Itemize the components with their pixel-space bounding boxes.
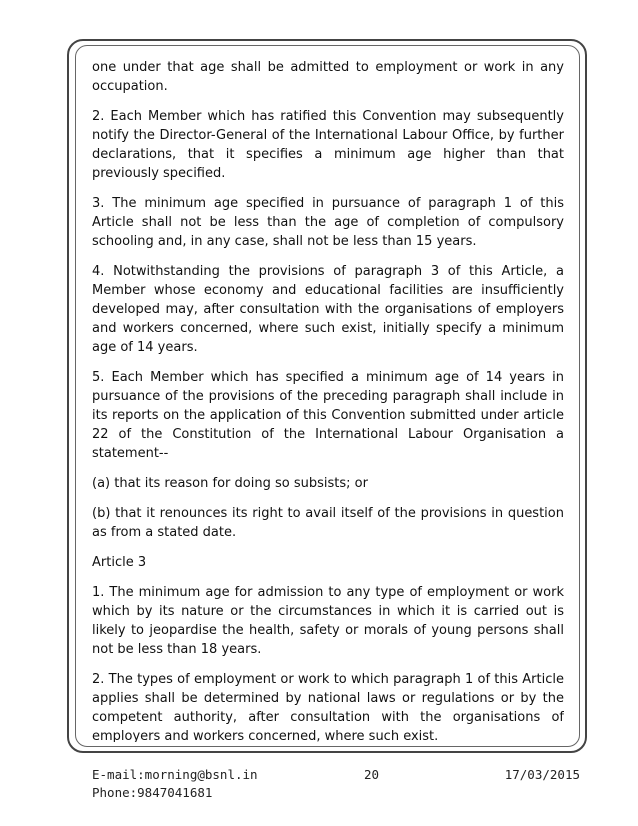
footer-email: E-mail:morning@bsnl.in	[92, 767, 258, 782]
paragraph-art2-para3: 3. The minimum age specified in pursuance of paragraph 1 of this Article shall not be less than the age of completion of compulsory schooling and, in any case, shall not be less than 15 years.	[92, 196, 564, 249]
document-body	[92, 58, 564, 742]
footer-row-phone	[92, 784, 580, 802]
paragraph-art2-para2: 2. Each Member which has ratified this Convention may subsequently notify the Director-General of the International Labour Office, by further declarations, that it specifies a minimum age higher than that previously specified.	[92, 109, 564, 181]
paragraph-clause-b: (b) that it renounces its right to avail itself of the provisions in question as from a stated date.	[92, 506, 564, 540]
paragraph-art3-para1: 1. The minimum age for admission to any type of employment or work which by its nature or the circumstances in which it is carried out is likely to jeopardise the health, safety or morals of young persons shall not be less than 18 years.	[92, 585, 564, 657]
page-footer	[92, 766, 580, 802]
paragraph-continuation: one under that age shall be admitted to employment or work in any occupation.	[92, 60, 564, 94]
footer-page-number: 20	[364, 767, 380, 782]
footer-row	[92, 766, 580, 784]
paragraph-art3-para2: 2. The types of employment or work to which paragraph 1 of this Article applies shall be determined by national laws or regulations or by the competent authority, after consultation with the organisations of employers and workers concerned, where such exist.	[92, 672, 564, 742]
paragraph-art2-para5: 5. Each Member which has specified a minimum age of 14 years in pursuance of the provisions of the preceding paragraph shall include in its reports on the application of this Convention submitted under article 22 of the Constitution of the International Labour Organisation a statement--	[92, 370, 564, 461]
article-heading: Article 3	[92, 555, 147, 570]
paragraph-clause-a: (a) that its reason for doing so subsists; or	[92, 476, 368, 491]
paragraph-art2-para4: 4. Notwithstanding the provisions of paragraph 3 of this Article, a Member whose economy and educational facilities are insufficiently developed may, after consultation with the organisations of employers and workers concerned, where such exist, initially specify a minimum age of 14 years.	[92, 264, 564, 355]
footer-phone: Phone:9847041681	[92, 785, 213, 800]
footer-date: 17/03/2015	[504, 767, 580, 782]
